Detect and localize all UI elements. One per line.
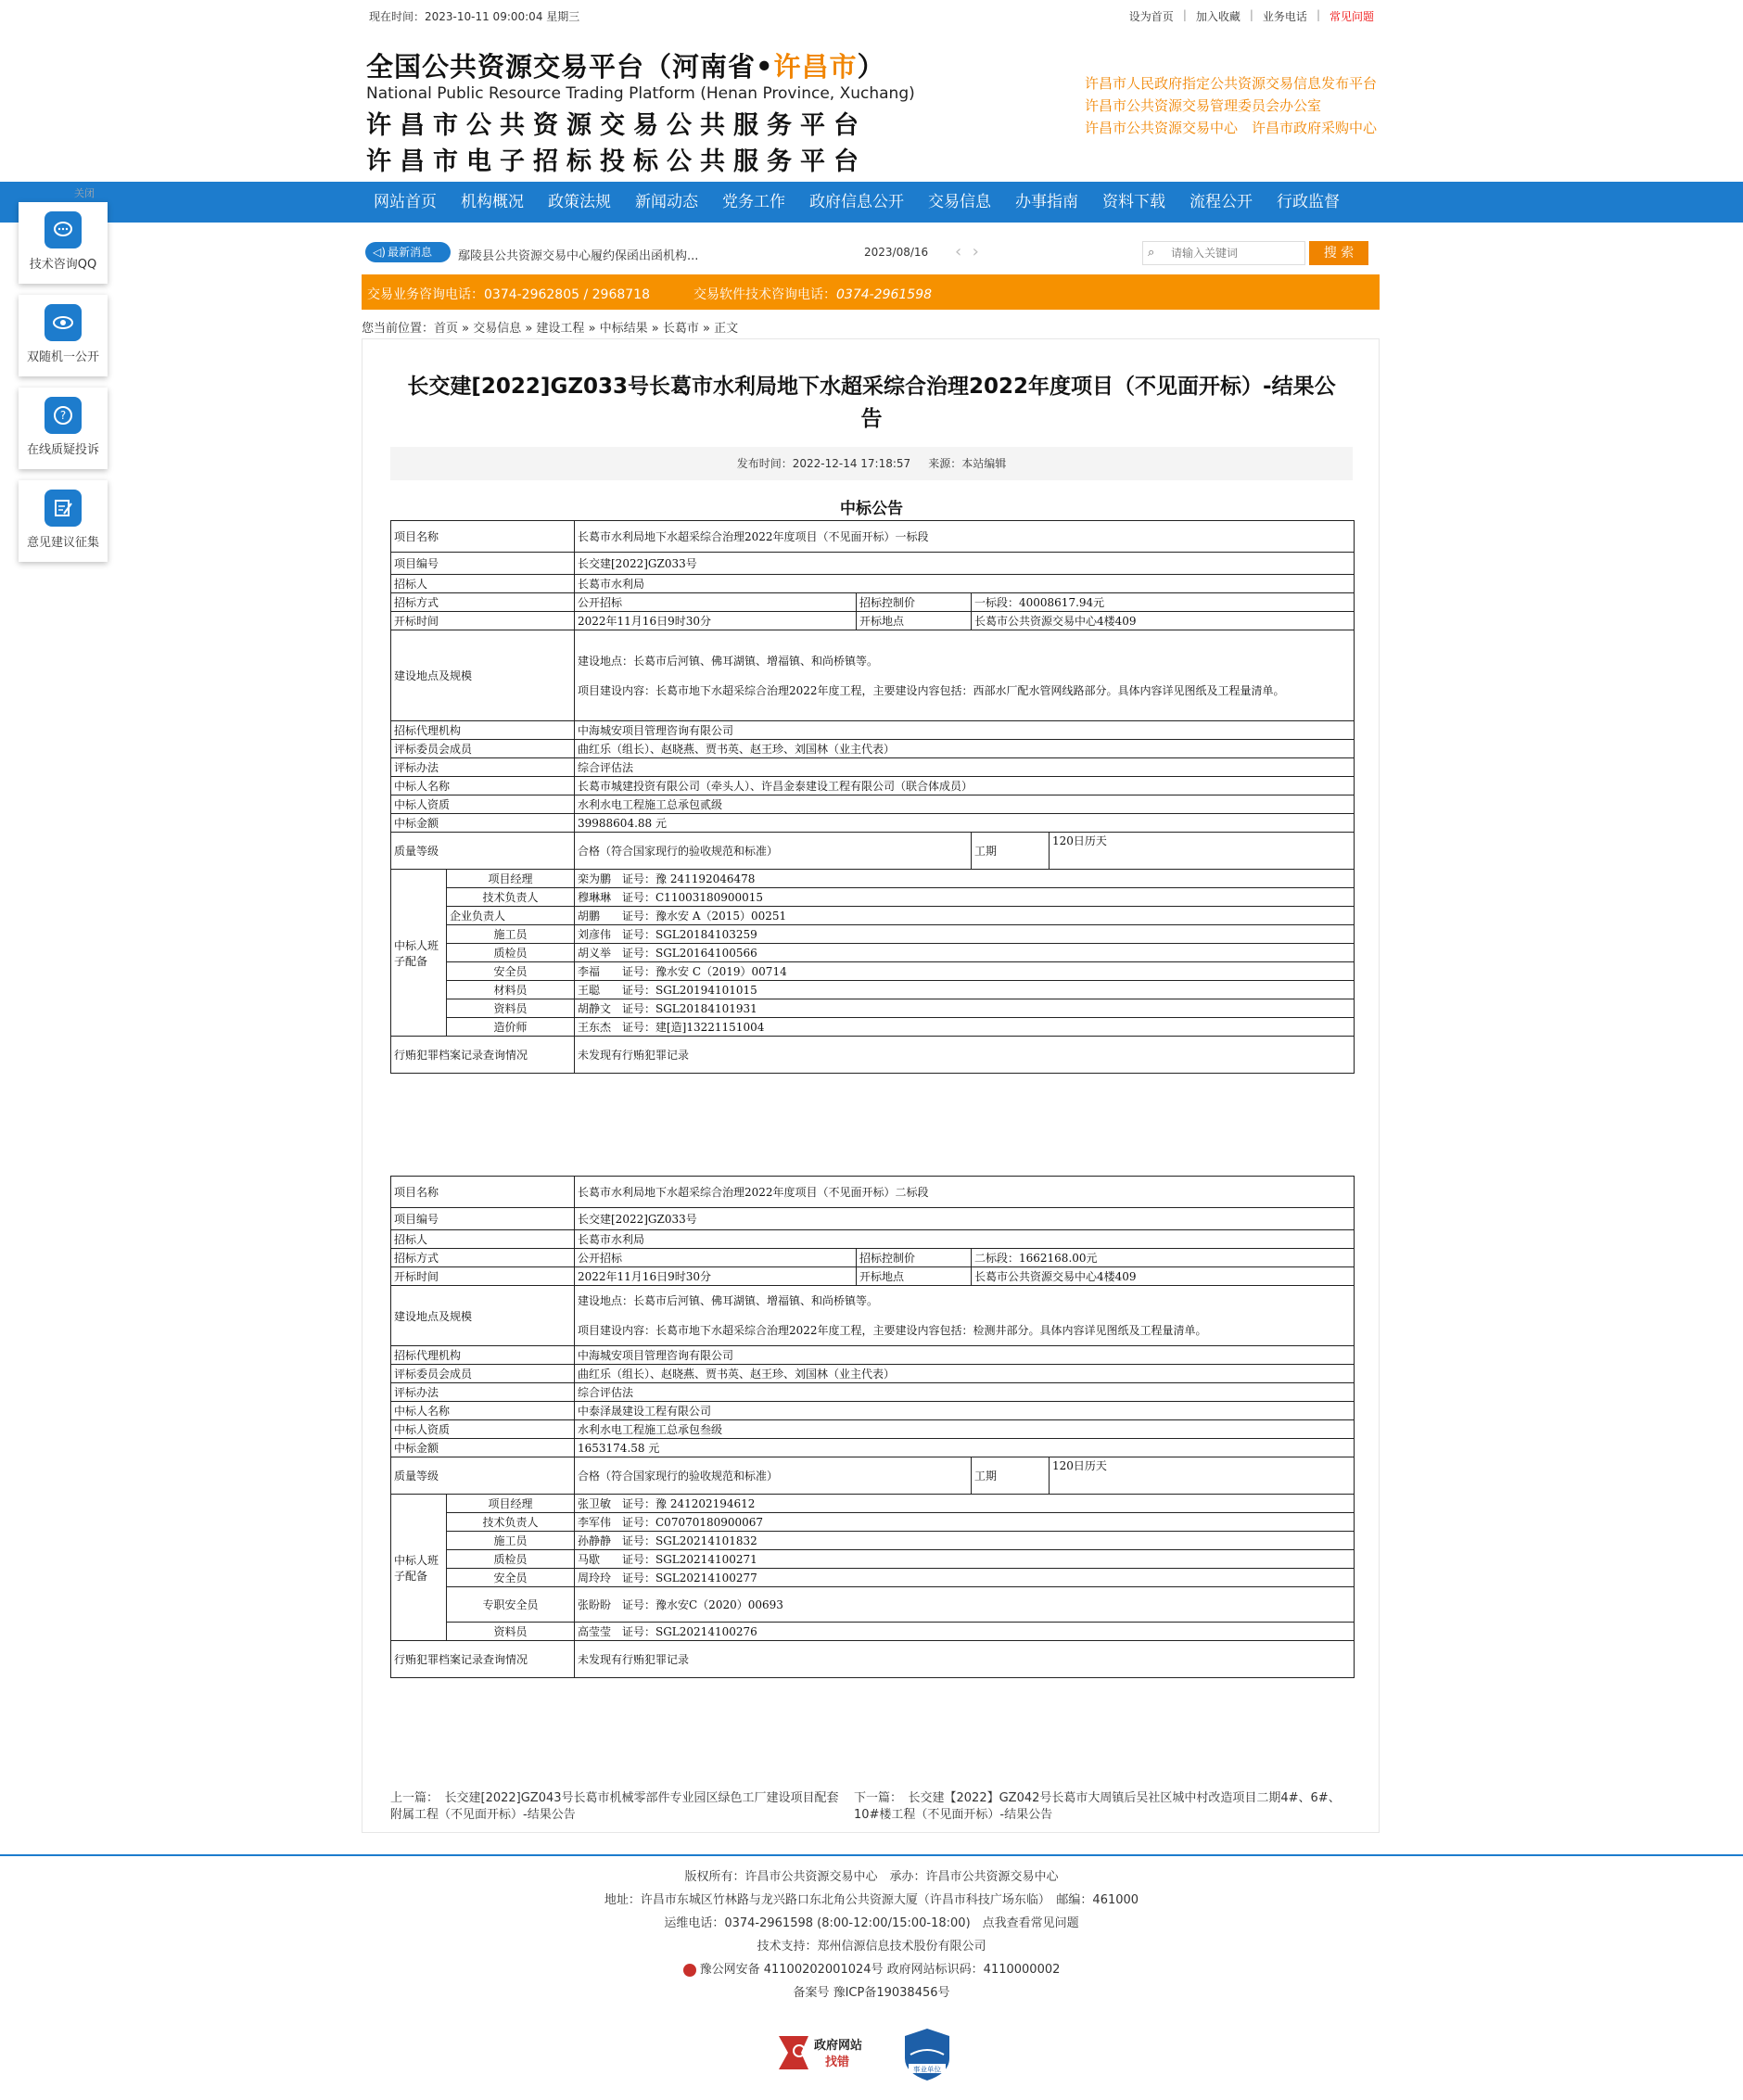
side-close-label[interactable]: 关闭 (74, 187, 95, 199)
business-phone-link[interactable]: 业务电话 (1262, 10, 1307, 23)
article-title: 长交建[2022]GZ033号长葛市水利局地下水超采综合治理2022年度项目（不见面开标）-结果公告 (407, 375, 1336, 431)
nav-org[interactable]: 机构概况 (461, 193, 524, 211)
footer-tech-support: 技术支持：郑州信源信息技术股份有限公司 (757, 1940, 986, 1954)
next-arrow-icon[interactable]: › (972, 242, 979, 261)
main-nav (0, 182, 1743, 223)
search-button[interactable]: 搜 索 (1309, 241, 1368, 265)
news-bar (362, 237, 1380, 269)
top-bar (0, 0, 1743, 30)
nav-gov-info[interactable]: 政府信息公开 (809, 193, 904, 211)
article-panel (362, 338, 1380, 1833)
nav-news[interactable]: 新闻动态 (635, 193, 698, 211)
nav-home[interactable]: 网站首页 (374, 193, 437, 211)
business-hotline: 交易业务咨询电话：0374-2962805 / 2968718 (367, 287, 650, 302)
breadcrumb: 您当前位置：首页 » 交易信息 » 建设工程 » 中标结果 » 长葛市 » 正文 (362, 322, 739, 336)
public-institution-label: 事业单位 (913, 2065, 941, 2074)
public-institution-logo[interactable] (903, 2027, 951, 2082)
public-institution-emblem-icon (903, 2027, 951, 2082)
nav-trade-info[interactable]: 交易信息 (928, 193, 991, 211)
search-input[interactable] (1171, 247, 1315, 260)
nav-supervision[interactable]: 行政监督 (1277, 193, 1340, 211)
nav-party[interactable]: 党务工作 (722, 193, 785, 211)
side-qq-button[interactable]: 技术咨询QQ (19, 202, 108, 284)
site-footer (0, 1854, 1743, 2100)
nav-guide[interactable]: 办事指南 (1015, 193, 1078, 211)
notice-title: 中标公告 (840, 500, 903, 518)
header-right-text: 许昌市人民政府指定公共资源交易信息发布平台 许昌市公共资源交易管理委员会办公室 许昌市公共资源交易中心 许昌市政府采购中心 (1084, 75, 1377, 136)
add-favorite-link[interactable]: 加入收藏 (1195, 10, 1240, 23)
nav-download[interactable]: 资料下载 (1102, 193, 1165, 211)
platform-subtitle-1: 许昌市公共资源交易公共服务平台 (366, 111, 867, 140)
footer-phone[interactable]: 运维电话：0374-2961598 (8:00-12:00/15:00-18:00) 点我查看常见问题 (664, 1916, 1079, 1930)
tech-hotline: 交易软件技术咨询电话：0374-2961598 (693, 287, 933, 302)
news-date: 2023/08/16 (864, 246, 929, 259)
result-table-1: 项目名称 长葛市水利局地下水超采综合治理2022年度项目（不见面开标）一标段 项目编号 长交建[2022]GZ033号 招标人 长葛市水利局 招标方式 公开招标 招标控制价 一标段：40008617.94元 开标时间 2022年11月16日9时30分 开标地点 长葛市公共资源交易中心4楼409 建设地点及规模 建设地点：长葛市后河镇、佛耳湖镇、增福镇、和尚桥镇等。 项目建设内容：长葛市地下水超采综合治理2022年度工程，主要建设内容包括：西部水厂配水管网线路部分。具体内容详见图纸及工程量清单。 招标代理机构 中海城安项目管理咨询有限公司 评标委员会成员 曲红乐（组长）、赵晓燕、贾书英、赵王珍、刘国林（业主代表） 评标办法 综合评估法 中标人名称 长葛市城建投资有限公司（牵头人）、许昌金泰建设工程有限公司（联合体成员） 中标人资质 水利水电工程施工总承包贰级 中标金额 39988604.88 元 质量等级 合格（符合国家现行的验收规范和标准） 工期 120日历天 中标人班子配备 项目经理 栾为鹏 证号：豫 241192046478 技术负责人 穆琳琳 证号：C11003180900015 企业负责人 胡鹏 证号：豫水安 A（2015）00251 施工员 刘彦伟 证号：SGL20184103259 质检员 胡义举 证号：SGL20164100566 安全员 李福 证号：豫水安 C（2019）00714 材料员 王聪 证号：SGL20194101015 资料员 胡静文 证号：SGL20184101931 造价师 王东杰 证号：建[造]13221151004 行贿犯罪档案记录查询情况 未发现有行贿犯罪记录 (390, 520, 1355, 1074)
footer-copyright: 版权所有：许昌市公共资源交易中心 承办：许昌市公共资源交易中心 (684, 1870, 1059, 1884)
nav-policy[interactable]: 政策法规 (548, 193, 611, 211)
prev-arrow-icon[interactable]: ‹ (955, 242, 962, 261)
prev-article-link[interactable]: 上一篇： 长交建[2022]GZ043号长葛市机械零部件专业园区绿色工厂建设项目配套附属工程（不见面开标）-结果公告 (390, 1791, 839, 1822)
nav-process[interactable]: 流程公开 (1190, 193, 1253, 211)
search-box (1142, 241, 1305, 265)
hotline-bar (362, 274, 1380, 310)
edit-icon (45, 490, 82, 527)
result-table-2: 项目名称 长葛市水利局地下水超采综合治理2022年度项目（不见面开标）二标段 项目编号 长交建[2022]GZ033号 招标人 长葛市水利局 招标方式 公开招标 招标控制价 二标段：1662168.00元 开标时间 2022年11月16日9时30分 开标地点 长葛市公共资源交易中心4楼409 建设地点及规模 建设地点：长葛市后河镇、佛耳湖镇、增福镇、和尚桥镇等。 项目建设内容：长葛市地下水超采综合治理2022年度工程，主要建设内容包括：检测井部分。具体内容详见图纸及工程量清单。 招标代理机构 中海城安项目管理咨询有限公司 评标委员会成员 曲红乐（组长）、赵晓燕、贾书英、赵王珍、刘国林（业主代表） 评标办法 综合评估法 中标人名称 中泰泽晟建设工程有限公司 中标人资质 水利水电工程施工总承包叁级 中标金额 1653174.58 元 质量等级 合格（符合国家现行的验收规范和标准） 工期 120日历天 中标人班子配备 项目经理 张卫敏 证号：豫 241202194612 技术负责人 李军伟 证号：C07070180900067 施工员 孙静静 证号：SGL20214101832 质检员 马歇 证号：SGL20214100271 安全员 周玲玲 证号：SGL20214100277 专职安全员 张盼盼 证号：豫水安C（2020）00693 资料员 高莹莹 证号：SGL20214100276 行贿犯罪档案记录查询情况 未发现有行贿犯罪记录 (390, 1176, 1355, 1678)
current-time: 现在时间：2023-10-11 09:00:04 星期三 (369, 10, 580, 23)
footer-police-record[interactable]: 豫公网安备 41100202001024号 政府网站标识码：4110000002 (0, 1958, 1743, 1981)
platform-english: National Public Resource Trading Platform (Henan Province, Xuchang) (366, 84, 915, 103)
gov-site-label: 政府网站 (814, 2039, 863, 2053)
gov-site-error-logo[interactable] (777, 2030, 870, 2075)
article-meta: 发布时间：2022-12-14 17:18:57 来源：本站编辑 (390, 447, 1353, 480)
question-icon (45, 397, 82, 434)
speaker-icon: ◁) (373, 246, 386, 259)
news-ticker-text[interactable]: 鄢陵县公共资源交易中心履约保函出函机构... (458, 249, 699, 263)
latest-news-tag: ◁) 最新消息 (365, 242, 451, 262)
platform-subtitle-2: 许昌市电子招标投标公共服务平台 (366, 147, 867, 176)
gov-error-emblem-icon (777, 2030, 870, 2075)
side-complaint-button[interactable]: ? 在线质疑投诉 (19, 388, 108, 469)
police-badge-icon (683, 1964, 696, 1977)
find-error-label: 找错 (825, 2055, 850, 2069)
set-homepage-link[interactable]: 设为首页 (1128, 10, 1174, 23)
search-icon: ⌕ (1148, 246, 1155, 260)
footer-icp[interactable]: 备案号 豫ICP备19038456号 (793, 1986, 950, 2000)
footer-address: 地址：许昌市东城区竹林路与龙兴路口东北角公共资源大厦（许昌市科技广场东临） 邮编：461000 (604, 1893, 1139, 1907)
site-header (366, 46, 1377, 176)
side-suggestion-button[interactable]: 意见建议征集 (19, 480, 108, 562)
next-article-link[interactable]: 下一篇： 长交建【2022】GZ042号长葛市大周镇后吴社区城中村改造项目二期4#、6#、10#楼工程（不见面开标）-结果公告 (854, 1791, 1341, 1822)
eye-icon (45, 304, 82, 341)
svg-text:?: ? (59, 409, 67, 422)
platform-title: 全国公共资源交易平台（河南省•许昌市） (366, 51, 885, 83)
side-random-button[interactable]: 双随机一公开 (19, 295, 108, 376)
faq-link[interactable]: 常见问题 (1329, 10, 1374, 23)
top-links: 设为首页 | 加入收藏 | 业务电话 | 常见问题 (1128, 8, 1374, 23)
chat-icon (45, 211, 82, 248)
